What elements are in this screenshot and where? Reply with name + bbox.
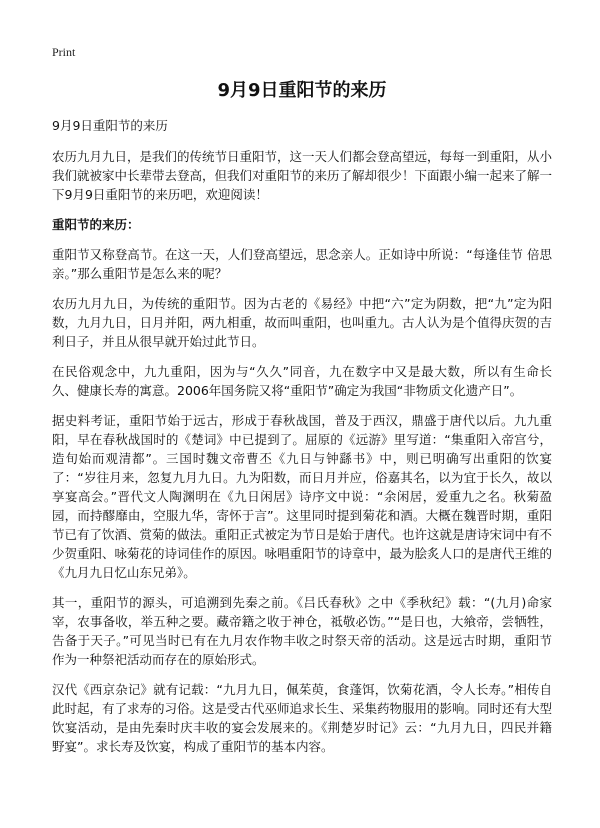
intro-paragraph: 农历九月九日，是我们的传统节日重阳节，这一天人们都会登高望远，每每一到重阳，从小我们就被家中长辈带去登高，但我们对重阳节的来历了解却很少！下面跟小编一起来了解一下9月9日重阳节的来历吧，欢迎阅读！ — [52, 149, 553, 202]
body-paragraph: 重阳节又称登高节。在这一天，人们登高望远，思念亲人。正如诗中所说：“每逢佳节 倍思亲。”那么重阳节是怎么来的呢？ — [52, 247, 552, 281]
body-paragraph: 农历九月九日，为传统的重阳节。因为古老的《易经》中把“六”定为阴数，把“九”定为阳数，九月九日，日月并阳，两九相重，故而叫重阳，也叫重九。古人认为是个值得庆贺的吉利日子，并且从很早就开始过此节日。 — [52, 296, 553, 349]
body-paragraph: 汉代《西京杂记》就有记载：“九月九日，佩茱萸，食蓬饵，饮菊花酒，令人长寿。”相传自此时起，有了求寿的习俗。这是受古代巫师追求长生、采集药物服用的影响。同时还有大型饮宴活动，是由先秦时庆丰收的宴会发展来的。《荆楚岁时记》云：“九月九日，四民并籍野宴”。求长寿及饮宴，构成了重阳节的基本内容。 — [52, 682, 553, 754]
body-paragraph: 据史料考证，重阳节始于远古，形成于春秋战国，普及于西汉，鼎盛于唐代以后。九九重阳，早在春秋战国时的《楚词》中已提到了。屈原的《远游》里写道：“集重阳入帝宫兮，造旬始而观清都”。三国时魏文帝曹丕《九日与钟繇书》中，则已明确写出重阳的饮宴了：“岁往月来，忽复九月九日。九为阳数，而日月并应，俗嘉其名，以为宜于长久，故以享宴高会。”晋代文人陶渊明在《九日闲居》诗序文中说：“余闲居，爱重九之名。秋菊盈园，而持醪靡由，空服九华，寄怀于言”。这里同时提到菊花和酒。大概在魏晋时期，重阳节已有了饮酒、赏菊的做法。重阳正式被定为节日是始于唐代。也许这就是唐诗宋词中有不少贺重阳、咏菊花的诗词佳作的原因。咏唱重阳节的诗章中，最为脍炙人口的是唐代王维的《九月九日忆山东兄弟》。 — [52, 413, 553, 580]
article-subtitle: 9月9日重阳节的来历 — [52, 118, 168, 133]
print-link[interactable]: Print — [52, 45, 76, 59]
page-title: 9月9日重阳节的来历 — [217, 80, 387, 101]
body-paragraph: 在民俗观念中，九九重阳，因为与“久久”同音，九在数字中又是最大数，所以有生命长久、健康长寿的寓意。2006年国务院又将“重阳节”确定为我国“非物质文化遗产日”。 — [52, 364, 552, 398]
section-heading: 重阳节的来历： — [52, 217, 140, 232]
body-paragraph: 其一，重阳节的源头，可追溯到先秦之前。《吕氏春秋》之中《季秋纪》载：“(九月)命家宰，农事备收，举五种之要。藏帝籍之收于神仓，祗敬必饬。”“是日也，大飨帝，尝牺牲，告备于天子。”可见当时已有在九月农作物丰收之时祭天帝的活动。这是远古时期，重阳节作为一种祭祀活动而存在的原始形式。 — [52, 595, 552, 667]
article — [52, 80, 552, 767]
